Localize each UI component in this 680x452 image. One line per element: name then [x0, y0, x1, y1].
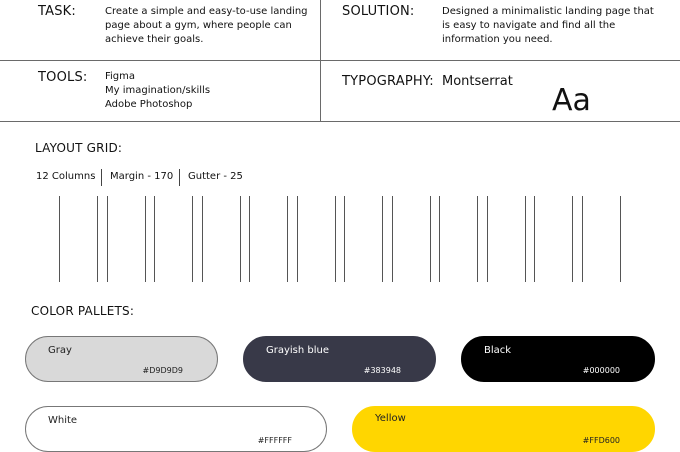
grid-column-line: [534, 196, 535, 282]
divider-vertical: [320, 0, 321, 121]
task-description: [105, 5, 310, 47]
grid-column-line: [525, 196, 526, 282]
grid-column-line: [145, 196, 146, 282]
color-hex: #FFFFFF: [257, 436, 292, 445]
grid-column-line: [240, 196, 241, 282]
typography-sample: Aa: [552, 83, 591, 118]
color-name: Yellow: [375, 413, 406, 424]
color-pallets-title: COLOR PALLETS:: [31, 304, 135, 318]
grid-column-line: [192, 196, 193, 282]
color-name: Black: [484, 345, 512, 356]
typography-font-name: Montserrat: [442, 74, 513, 89]
grid-spec-separator: [179, 169, 180, 186]
grid-column-line: [392, 196, 393, 282]
grid-columns-text: 12 Columns: [36, 171, 96, 182]
grid-margin-text: Margin - 170: [110, 171, 174, 182]
grid-column-line: [430, 196, 431, 282]
color-hex: #D9D9D9: [142, 366, 183, 375]
grid-column-line: [97, 196, 98, 282]
grid-column-line: [59, 196, 60, 282]
color-hex: #FFD600: [582, 436, 620, 445]
grid-column-line: [439, 196, 440, 282]
color-name: Grayish blue: [266, 345, 330, 356]
layout-grid-title: LAYOUT GRID:: [35, 141, 123, 155]
grid-column-line: [620, 196, 621, 282]
tools-label: TOOLS:: [38, 70, 88, 85]
solution-line: Designed a minimalistic landing page that: [442, 6, 654, 17]
color-hex: #383948: [363, 366, 401, 375]
grid-column-line: [382, 196, 383, 282]
color-hex: #000000: [582, 366, 620, 375]
color-name: Gray: [48, 345, 72, 356]
color-swatch-black: [461, 336, 655, 382]
grid-gutter-text: Gutter - 25: [188, 171, 243, 182]
divider-bottom: [0, 121, 680, 122]
grid-column-line: [477, 196, 478, 282]
task-line: achieve their goals.: [105, 34, 204, 45]
tool-item: My imagination/skills: [105, 85, 211, 96]
grid-column-line: [572, 196, 573, 282]
task-line: page about a gym, where people can: [105, 20, 292, 31]
grid-spec-separator: [101, 169, 102, 186]
divider-top: [0, 60, 680, 61]
color-swatch-white: [25, 406, 327, 452]
grid-column-line: [202, 196, 203, 282]
grid-column-line: [249, 196, 250, 282]
grid-column-line: [582, 196, 583, 282]
grid-column-line: [487, 196, 488, 282]
color-swatch-grayish-blue: [243, 336, 436, 382]
color-name: White: [48, 415, 78, 426]
solution-label: SOLUTION:: [342, 4, 415, 19]
task-label: TASK:: [38, 4, 76, 19]
solution-line: information you need.: [442, 34, 553, 45]
grid-column-line: [107, 196, 108, 282]
task-line: Create a simple and easy-to-use landing: [105, 6, 308, 17]
solution-line: is easy to navigate and find all the: [442, 20, 616, 31]
color-swatch-yellow: [352, 406, 655, 452]
tools-list: [105, 70, 310, 112]
grid-column-line: [297, 196, 298, 282]
grid-column-line: [287, 196, 288, 282]
grid-column-line: [154, 196, 155, 282]
tool-item: Figma: [105, 71, 136, 82]
tool-item: Adobe Photoshop: [105, 99, 193, 110]
grid-column-line: [344, 196, 345, 282]
typography-label: TYPOGRAPHY:: [342, 74, 434, 89]
color-swatch-gray: [25, 336, 218, 382]
solution-description: [442, 5, 672, 47]
grid-column-line: [335, 196, 336, 282]
